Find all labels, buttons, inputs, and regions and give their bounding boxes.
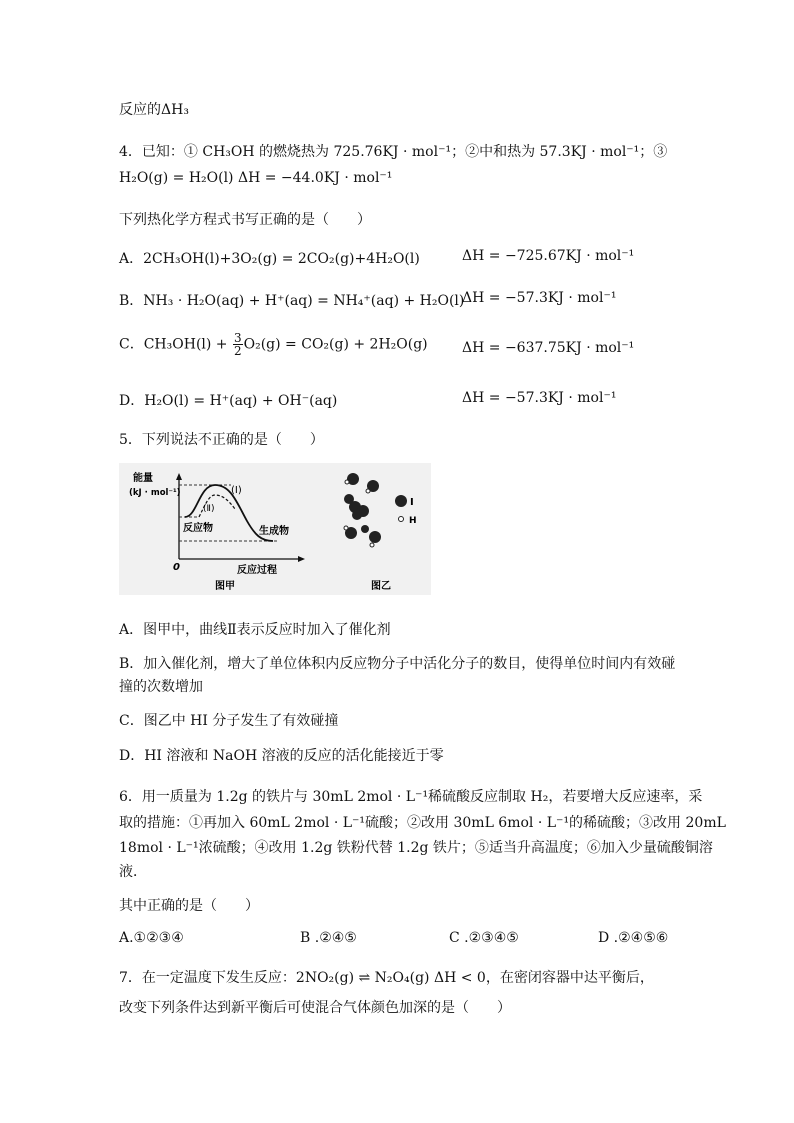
q7-line2: 改变下列条件达到新平衡后可使混合气体颜色加深的是（ ）	[119, 1000, 511, 1016]
q4-option-c-eq: C．CH₃OH(l) + $\frac{3}{2}$ O₂(g) = CO₂(g) + 2H₂O(g)	[119, 331, 428, 358]
q4-option-c-dh: ΔH = −637.75KJ · mol⁻¹	[462, 340, 635, 356]
q6-option-b: B .②④⑤	[300, 930, 357, 946]
q4-option-d-eq: D．H₂O(l) = H⁺(aq) + OH⁻(aq)	[119, 393, 338, 409]
h-atom	[370, 543, 374, 547]
q5-option-c: C．图乙中 HI 分子发生了有效碰撞	[119, 713, 339, 729]
q6-line2: 取的措施：①再加入 60mL 2mol · L⁻¹硫酸；②改用 30mL 6mol · L⁻¹的稀硫酸；③改用 20mL	[119, 815, 726, 831]
q6-option-c: C .②③④⑤	[449, 930, 519, 946]
i-atom	[361, 525, 369, 533]
i-atom	[369, 531, 381, 543]
q6-question: 其中正确的是（ ）	[119, 898, 259, 914]
fraction-three-halves: $\frac{3}{2}$	[233, 331, 242, 358]
q4-option-b-dh: ΔH = −57.3KJ · mol⁻¹	[462, 290, 617, 306]
q5-option-d: D．HI 溶液和 NaOH 溶液的反应的活化能接近于零	[119, 748, 444, 764]
y-axis-arrow	[176, 473, 182, 480]
origin-label: 0	[173, 562, 180, 573]
x-axis-label: 反应过程	[237, 565, 277, 576]
x-axis-arrow	[298, 556, 305, 562]
h-atom	[344, 526, 348, 530]
h-atom	[345, 480, 349, 484]
q5-option-b-line1: B．加入催化剂，增大了单位体积内反应物分子中活化分子的数目，使得单位时间内有效碰	[119, 656, 676, 672]
legend-h-atom	[399, 517, 404, 522]
legend-i-label: I	[410, 497, 414, 508]
particle-cluster	[344, 473, 381, 547]
product-label: 生成物	[259, 526, 289, 537]
i-atom	[352, 510, 362, 520]
curve-two-label: (Ⅱ)	[203, 504, 215, 514]
q5-figure	[119, 463, 431, 595]
q4-question: 下列热化学方程式书写正确的是（ ）	[119, 212, 371, 228]
q6-option-d: D .②④⑤⑥	[598, 930, 669, 946]
h-atom	[366, 489, 370, 493]
q4-stem-line1: 4．已知：① CH₃OH 的燃烧热为 725.76KJ · mol⁻¹；②中和热为 57.3KJ · mol⁻¹；③	[119, 144, 668, 160]
q6-line4: 液．	[119, 864, 147, 880]
line-dh3: 反应的ΔH₃	[119, 102, 189, 118]
caption-figure-b: 图乙	[371, 581, 391, 592]
q4-option-a-dh: ΔH = −725.67KJ · mol⁻¹	[462, 248, 635, 264]
y-axis-unit: (kJ · mol⁻¹)	[129, 488, 181, 498]
y-axis-label: 能量	[133, 473, 153, 484]
q5-figure-svg	[119, 463, 431, 595]
legend-i-atom	[395, 495, 407, 507]
q4-stem-line2: H₂O(g) = H₂O(l) ΔH = −44.0KJ · mol⁻¹	[119, 170, 393, 186]
q4-option-b-eq: B．NH₃ · H₂O(aq) + H⁺(aq) = NH₄⁺(aq) + H₂O(l)	[119, 293, 465, 309]
caption-figure-a: 图甲	[215, 581, 235, 592]
q7-line1: 7．在一定温度下发生反应：2NO₂(g) ⇌ N₂O₄(g) ΔH < 0，在密闭容器中达平衡后，	[119, 970, 654, 986]
q5-option-a: A．图甲中，曲线Ⅱ表示反应时加入了催化剂	[119, 622, 391, 638]
q6-line1: 6．用一质量为 1.2g 的铁片与 30mL 2mol · L⁻¹稀硫酸反应制取 H₂，若要增大反应速率，采	[119, 789, 703, 805]
legend-h-label: H	[409, 516, 417, 526]
q5-stem: 5．下列说法不正确的是（ ）	[119, 432, 324, 448]
q4-option-a-eq: A．2CH₃OH(l)+3O₂(g) = 2CO₂(g)+4H₂O(l)	[119, 251, 420, 267]
q5-option-b-line2: 撞的次数增加	[119, 679, 203, 695]
q4-option-d-dh: ΔH = −57.3KJ · mol⁻¹	[462, 390, 617, 406]
q6-line3: 18mol · L⁻¹浓硫酸；④改用 1.2g 铁粉代替 1.2g 铁片；⑤适当升高温度；⑥加入少量硫酸铜溶	[119, 840, 713, 856]
curve-one-label: (Ⅰ)	[231, 485, 242, 496]
reactant-label: 反应物	[183, 523, 213, 534]
q6-option-a: A.①②③④	[119, 930, 184, 946]
